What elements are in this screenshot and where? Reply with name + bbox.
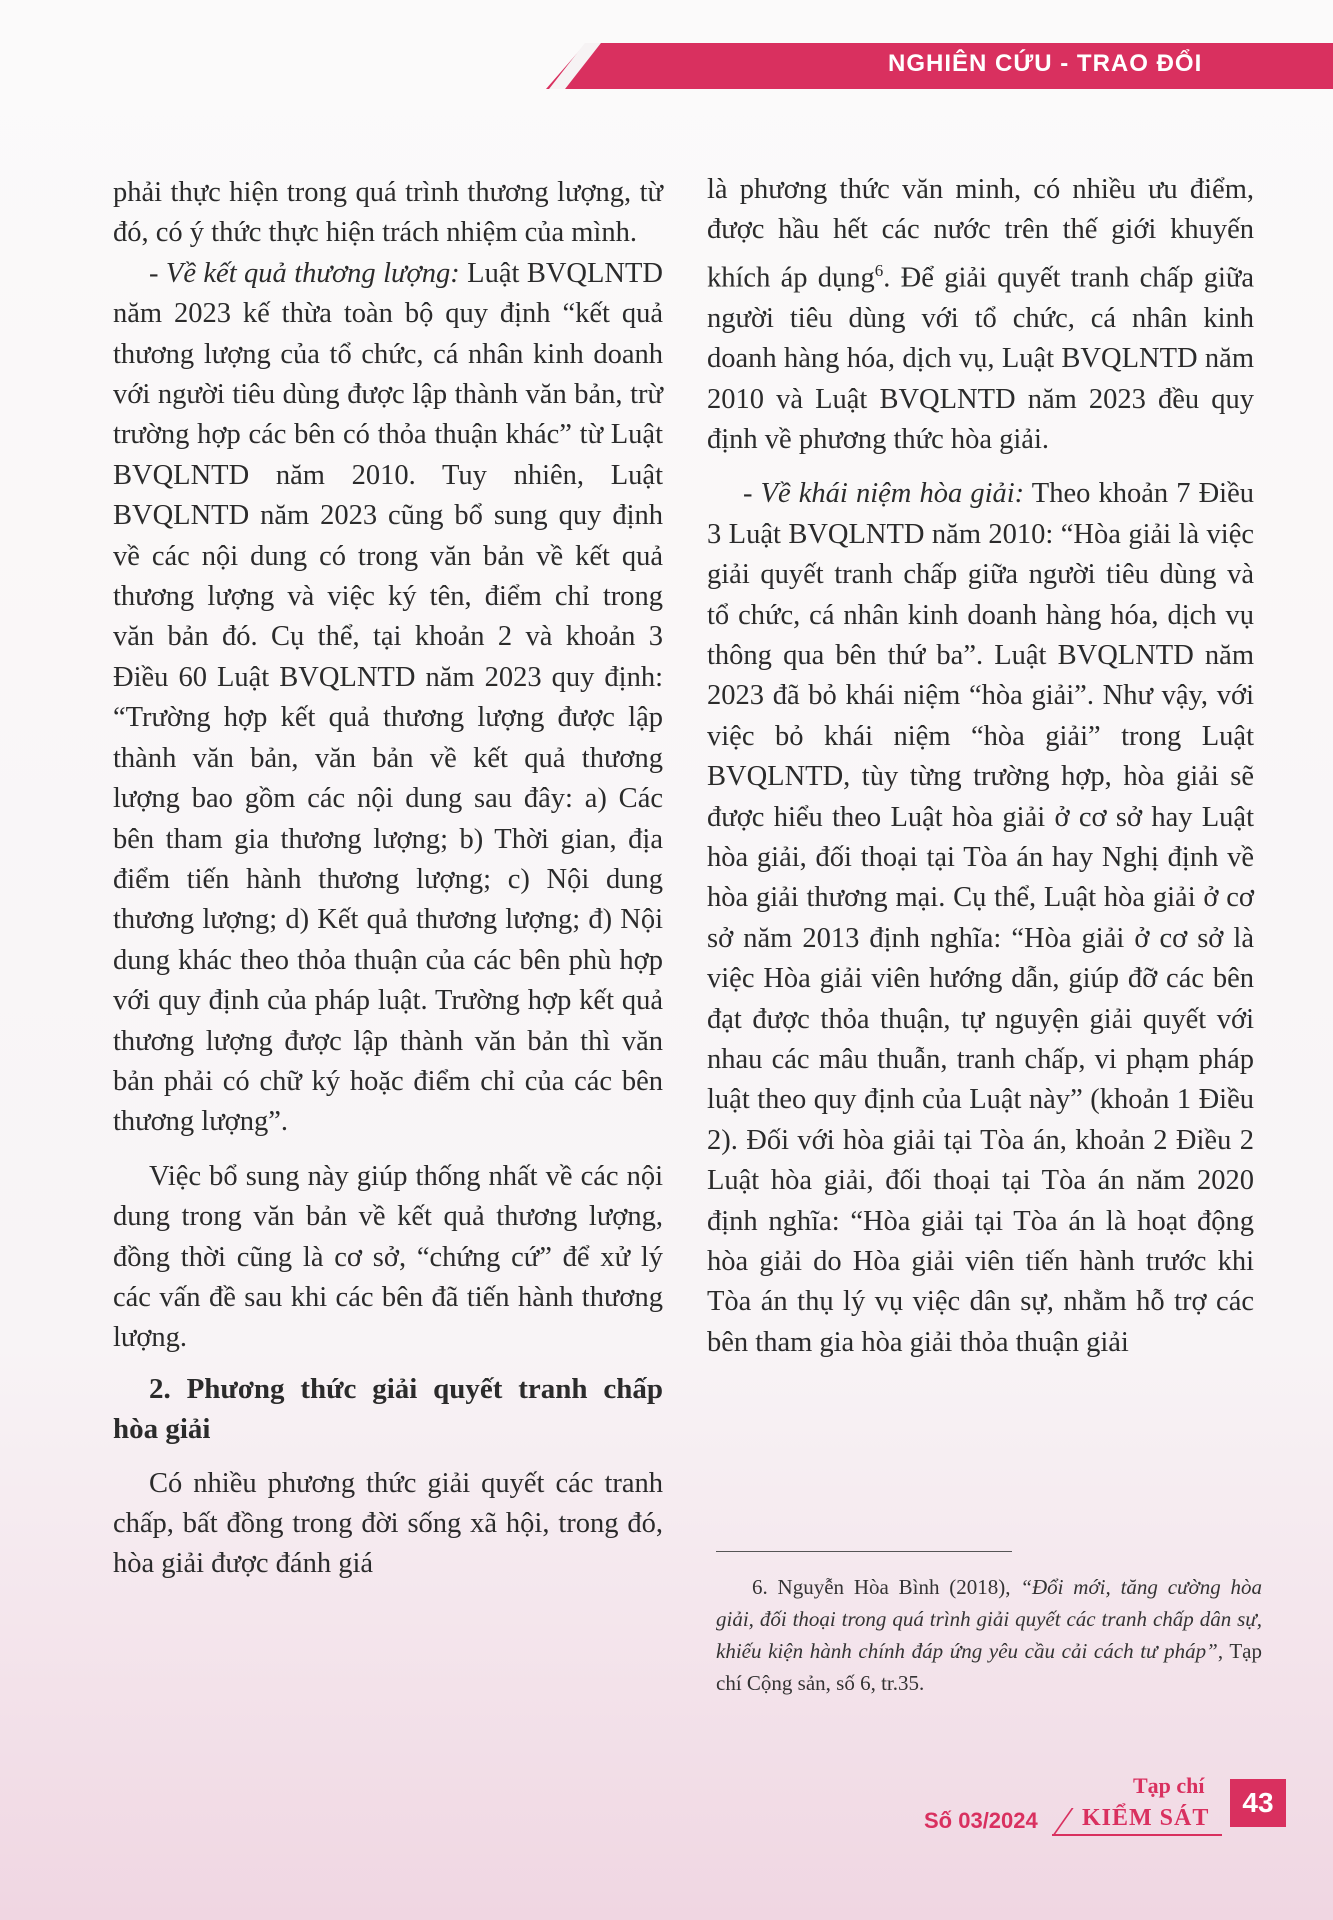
footnote-author: Nguyễn Hòa Bình (2018), xyxy=(767,1575,1021,1599)
paragraph: Có nhiều phương thức giải quyết các tranh chấp, bất đồng trong đời sống xã hội, trong đó, hòa giải được đánh giá xyxy=(113,1467,663,1580)
paragraph xyxy=(113,254,663,1143)
section-heading: 2. Phương thức giải quyết tranh chấp hòa giải xyxy=(113,1372,663,1446)
paragraph-lead: - Về kết quả thương lượng: xyxy=(149,257,460,289)
section-title: NGHIÊN CỨU - TRAO ĐỔI xyxy=(888,50,1203,77)
left-column xyxy=(113,173,663,1585)
footnote-ref: 6 xyxy=(874,260,884,280)
journal-name: KIỂM SÁT xyxy=(1082,1805,1210,1831)
footer-slash xyxy=(1052,1808,1074,1836)
issue-number: Số 03/2024 xyxy=(924,1808,1038,1833)
footnote-rule xyxy=(716,1551,1012,1552)
footer-line xyxy=(1052,1834,1222,1836)
footnote xyxy=(716,1571,1262,1699)
paragraph-text: là phương thức văn minh, có nhiều ưu điểm, được hầu hết các nước trên thế giới khuyến khích áp dụng xyxy=(707,174,1254,294)
paragraph-text: Theo khoản 7 Điều 3 Luật BVQLNTD năm 2010: “Hòa giải là việc giải quyết tranh chấp giữa người tiêu dùng và tổ chức, cá nhân kinh doanh hàng hóa, dịch vụ thông qua bên thứ ba”. Luật BVQLNTD năm 2023 đã bỏ khái niệm “hòa giải”. Như vậy, với việc bỏ khái niệm “hòa giải” trong Luật BVQLNTD, tùy từng trường hợp, hòa giải sẽ được hiểu theo Luật hòa giải ở cơ sở hay Luật hòa giải, đối thoại tại Tòa án hay Nghị định về hòa giải thương mại. Cụ thể, Luật hòa giải ở cơ sở năm 2013 định nghĩa: “Hòa giải ở cơ sở là việc Hòa giải viên hướng dẫn, giúp đỡ các bên đạt được thỏa thuận, tự nguyện giải quyết với nhau các mâu thuẫn, tranh chấp, vi phạm pháp luật theo quy định của Luật này” (khoản 1 Điều 2). Đối với hòa giải tại Tòa án, khoản 2 Điều 2 Luật hòa giải, đối thoại tại Tòa án năm 2020 định nghĩa: “Hòa giải tại Tòa án là hoạt động hòa giải do Hòa giải viên tiến hành trước khi Tòa án thụ lý vụ việc dân sự, nhằm hỗ trợ các bên tham gia hòa giải thỏa thuận giải xyxy=(707,478,1254,1358)
paragraph-text: . Để giải quyết tranh chấp giữa người tiêu dùng với tổ chức, cá nhân kinh doanh hàng hóa, dịch vụ, Luật BVQLNTD năm 2010 và Luật BVQLNTD năm 2023 đều quy định về phương thức hòa giải. xyxy=(707,262,1254,455)
footnote-title: “Đổi mới, tăng cường hòa giải, đối thoại trong quá trình giải quyết các tranh chấp dân sự, khiếu kiện hành chính đáp ứng yêu cầu cải cách tư pháp” xyxy=(716,1575,1262,1663)
paragraph xyxy=(707,474,1254,1363)
paragraph xyxy=(707,170,1254,460)
journal-prefix: Tạp chí xyxy=(1133,1773,1205,1798)
page-number: 43 xyxy=(1230,1779,1286,1827)
paragraph-text: Luật BVQLNTD năm 2023 kế thừa toàn bộ quy định “kết quả thương lượng của tổ chức, cá nhân kinh doanh với người tiêu dùng được lập thành văn bản, trừ trường hợp các bên có thỏa thuận khác” từ Luật BVQLNTD năm 2010. Tuy nhiên, Luật BVQLNTD năm 2023 cũng bổ sung quy định về các nội dung có trong văn bản về kết quả thương lượng và việc ký tên, điểm chỉ trong văn bản đó. Cụ thể, tại khoản 2 và khoản 3 Điều 60 Luật BVQLNTD năm 2023 quy định: “Trường hợp kết quả thương lượng được lập thành văn bản, văn bản về kết quả thương lượng bao gồm các nội dung sau đây: a) Các bên tham gia thương lượng; b) Thời gian, địa điểm tiến hành thương lượng; c) Nội dung thương lượng; d) Kết quả thương lượng; đ) Nội dung khác theo thỏa thuận của các bên phù hợp với quy định của pháp luật. Trường hợp kết quả thương lượng được lập thành văn bản thì văn bản phải có chữ ký hoặc điểm chỉ của các bên thương lượng”. xyxy=(113,257,663,1138)
paragraph: phải thực hiện trong quá trình thương lượng, từ đó, có ý thức thực hiện trách nhiệm của mình. xyxy=(113,177,663,249)
footnote-number: 6. xyxy=(752,1575,768,1599)
right-column xyxy=(707,170,1254,1363)
paragraph-lead: - Về khái niệm hòa giải: xyxy=(743,478,1025,510)
paragraph: Việc bổ sung này giúp thống nhất về các nội dung trong văn bản về kết quả thương lượng, đồng thời cũng là cơ sở, “chứng cứ” để xử lý các vấn đề sau khi các bên đã tiến hành thương lượng. xyxy=(113,1160,663,1354)
footnote-source: , Tạp chí Cộng sản, số 6, tr.35. xyxy=(716,1639,1262,1695)
